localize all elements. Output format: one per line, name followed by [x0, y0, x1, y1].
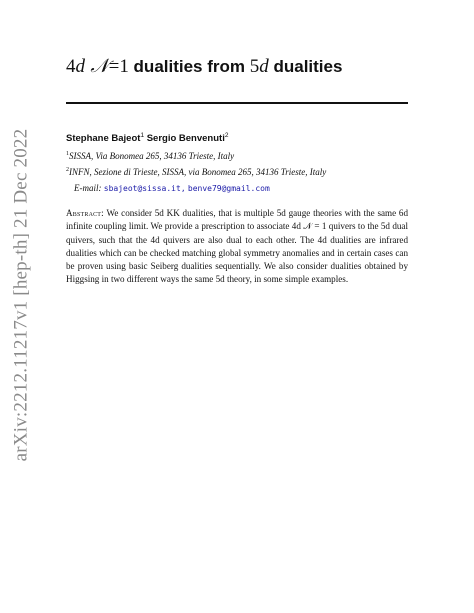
arxiv-stamp-text: arXiv:2212.11217v1 [hep-th] 21 Dec 2022: [10, 128, 32, 462]
email-separator: ,: [180, 184, 186, 193]
author-mark: 1: [140, 132, 145, 139]
arxiv-stamp: [6, 128, 36, 462]
abstract-label: Abstract:: [66, 208, 104, 218]
title-dim2: 5: [249, 56, 260, 77]
author-list: [66, 132, 228, 144]
title-dim-var: d: [75, 56, 85, 77]
abstract-text: We consider 5d KK dualities, that is multiple 5d gauge theories with the same 6d infinite coupling limit. We provide a prescription to associate 4d 𝒩 = 1 quivers to the 5d dual quivers, such that the 4d quivers are also dual to each other. The 4d dualities are infrared dualities which can be checked matching global symmetry anomalies and in certain cases can be proven using basic Seiberg dualities sequentially. We also consider dualities obtained by Higgsing in two different ways the same 5d theory, in some simple examples.: [66, 208, 408, 285]
affiliation-text: SISSA, Via Bonomea 265, 34136 Trieste, Italy: [69, 151, 235, 161]
title-n-symbol: 𝒩: [90, 56, 109, 77]
email-line: [74, 183, 270, 193]
affiliation: [66, 151, 234, 161]
affiliation: [66, 167, 326, 177]
affiliation-mark: 1: [66, 151, 69, 157]
email-label: E-mail:: [74, 183, 102, 193]
title-text: dualities from: [128, 57, 250, 76]
affiliation-text: INFN, Sezione di Trieste, SISSA, via Bonomea 265, 34136 Trieste, Italy: [69, 167, 327, 177]
title-text2: dualities: [268, 57, 343, 76]
author-name: Stephane Bajeot: [66, 133, 141, 145]
title-n-eq: =1: [108, 56, 129, 77]
email-link[interactable]: sbajeot@sissa.it: [103, 184, 181, 193]
title-dim: 4: [66, 56, 76, 77]
title-dim2-var: d: [259, 56, 269, 77]
abstract: [66, 207, 408, 287]
title-rule: [66, 102, 408, 104]
email-link[interactable]: benve79@gmail.com: [187, 184, 270, 193]
affiliation-mark: 2: [66, 167, 69, 173]
author-mark: 2: [224, 132, 229, 139]
author-name: Sergio Benvenuti: [146, 133, 225, 145]
paper-title: [66, 56, 416, 78]
